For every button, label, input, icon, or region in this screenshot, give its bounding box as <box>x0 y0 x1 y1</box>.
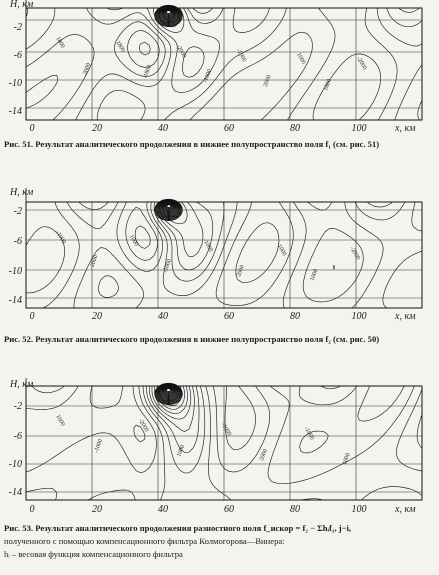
x-tick-label: 40 <box>158 311 168 322</box>
y-tick-label: -14 <box>8 106 22 117</box>
contour-value-label: 2000 <box>236 264 246 278</box>
figure-caption <box>4 522 434 561</box>
contour-value-label: -1000 <box>302 426 315 442</box>
y-tick-label: -6 <box>13 431 22 442</box>
figure-53 <box>0 378 439 575</box>
y-tick-label: -10 <box>8 459 22 470</box>
figure-52 <box>0 188 439 358</box>
x-axis-label: x, км <box>395 504 416 515</box>
x-tick-label: 60 <box>224 311 234 322</box>
contour-value-label: -2000 <box>137 418 150 434</box>
contour-value-label: -1000 <box>202 68 214 84</box>
contour-labels <box>54 36 367 92</box>
contour-labels <box>54 230 360 282</box>
contour-line <box>26 8 381 120</box>
x-tick-label: 100 <box>351 123 367 134</box>
contour-line <box>79 202 364 302</box>
contour-value-label: -2000 <box>355 56 368 72</box>
x-tick-label: 60 <box>224 123 234 134</box>
contour-value-label: 1000 <box>309 268 320 282</box>
anomaly-ring <box>167 389 171 392</box>
contour-value-label: -1000 <box>234 48 248 64</box>
contour-value-label: 1000 <box>127 234 140 248</box>
contour-value-label: 1000 <box>341 452 352 466</box>
x-tick-label: 0 <box>29 123 35 134</box>
y-tick-label: -10 <box>8 78 22 89</box>
contour-line <box>157 202 334 270</box>
y-axis-label: H, км <box>10 0 34 10</box>
contour-value-label: 1800 <box>323 78 333 92</box>
y-tick-label: -6 <box>13 236 22 247</box>
contour-value-label: -1800 <box>142 64 153 80</box>
contour-value-label: -1000 <box>54 230 67 246</box>
x-tick-label: 80 <box>290 504 300 515</box>
contour-value-label: 1000 <box>176 444 187 458</box>
x-tick-label: 20 <box>92 311 102 322</box>
x-axis-label: x, км <box>395 123 416 134</box>
contour-value-label: 2000 <box>259 448 269 462</box>
y-tick-label: -14 <box>8 295 22 306</box>
y-axis-label: H, км <box>10 187 34 198</box>
y-tick-label: -2 <box>13 401 22 412</box>
figure-51 <box>0 0 439 170</box>
x-tick-label: 40 <box>158 123 168 134</box>
contour-value-label: 1000 <box>54 414 66 428</box>
anomaly-ring <box>167 11 171 14</box>
contour-line <box>43 202 422 308</box>
y-tick-label: -2 <box>13 22 22 33</box>
x-tick-label: 100 <box>351 311 367 322</box>
contour-labels <box>54 414 351 466</box>
y-tick-label: -10 <box>8 266 22 277</box>
x-axis-label: x, км <box>395 311 416 322</box>
y-tick-label: -2 <box>13 206 22 217</box>
x-tick-label: 80 <box>290 311 300 322</box>
figure-caption: Рис. 51. Результат аналитического продолжения в нижнее полупространство поля f₁ (см. рис. 51) <box>4 139 380 149</box>
contour-value-label: 1800 <box>54 36 66 50</box>
contour-value-label: -1000 <box>219 422 232 438</box>
y-axis-label: H, км <box>10 379 34 390</box>
x-tick-label: 0 <box>29 504 35 515</box>
x-tick-label: 20 <box>92 504 102 515</box>
contour-line <box>67 202 422 308</box>
contour-value-label: -2000 <box>348 246 361 262</box>
y-tick-label: -6 <box>13 50 22 61</box>
contour-value-label: -2000 <box>162 258 174 274</box>
x-tick-label: 20 <box>92 123 102 134</box>
x-tick-label: 40 <box>158 504 168 515</box>
contour-value-label: 2000 <box>262 74 273 88</box>
x-tick-label: 60 <box>224 504 234 515</box>
contour-value-label: -1000 <box>201 238 214 254</box>
caption-line-2: полученного с помощью компенсационного фильтра Колмогорова—Винера: <box>4 536 285 546</box>
contour-value-label: 2000 <box>82 62 93 76</box>
x-tick-label: 100 <box>351 504 367 515</box>
contour-line <box>143 386 404 473</box>
contour-value-label: 1800 <box>114 40 126 54</box>
contour-value-label: -2000 <box>174 44 187 60</box>
grid-lines <box>26 202 422 308</box>
contour-value-label: -1000 <box>274 242 288 258</box>
x-tick-label: 0 <box>29 311 35 322</box>
caption-line-3: hᵢ – весовая функция компенсационного фильтра <box>4 549 183 559</box>
contour-line <box>147 386 200 452</box>
contour-value-label: -1000 <box>93 438 105 454</box>
caption-line-1: Рис. 53. Результат аналитического продолжения разностного поля f_искор = f₂ − Σhᵢf₁, j−i, <box>4 523 352 533</box>
y-tick-label: -14 <box>8 487 22 498</box>
x-tick-label: 80 <box>290 123 300 134</box>
contour-value-label: -2000 <box>89 254 100 270</box>
figure-caption: Рис. 52. Результат аналитического продолжения в нижнее полупространство поля f₂ (см. рис. 50) <box>4 334 380 344</box>
contour-value-label: 1000 <box>294 52 307 66</box>
